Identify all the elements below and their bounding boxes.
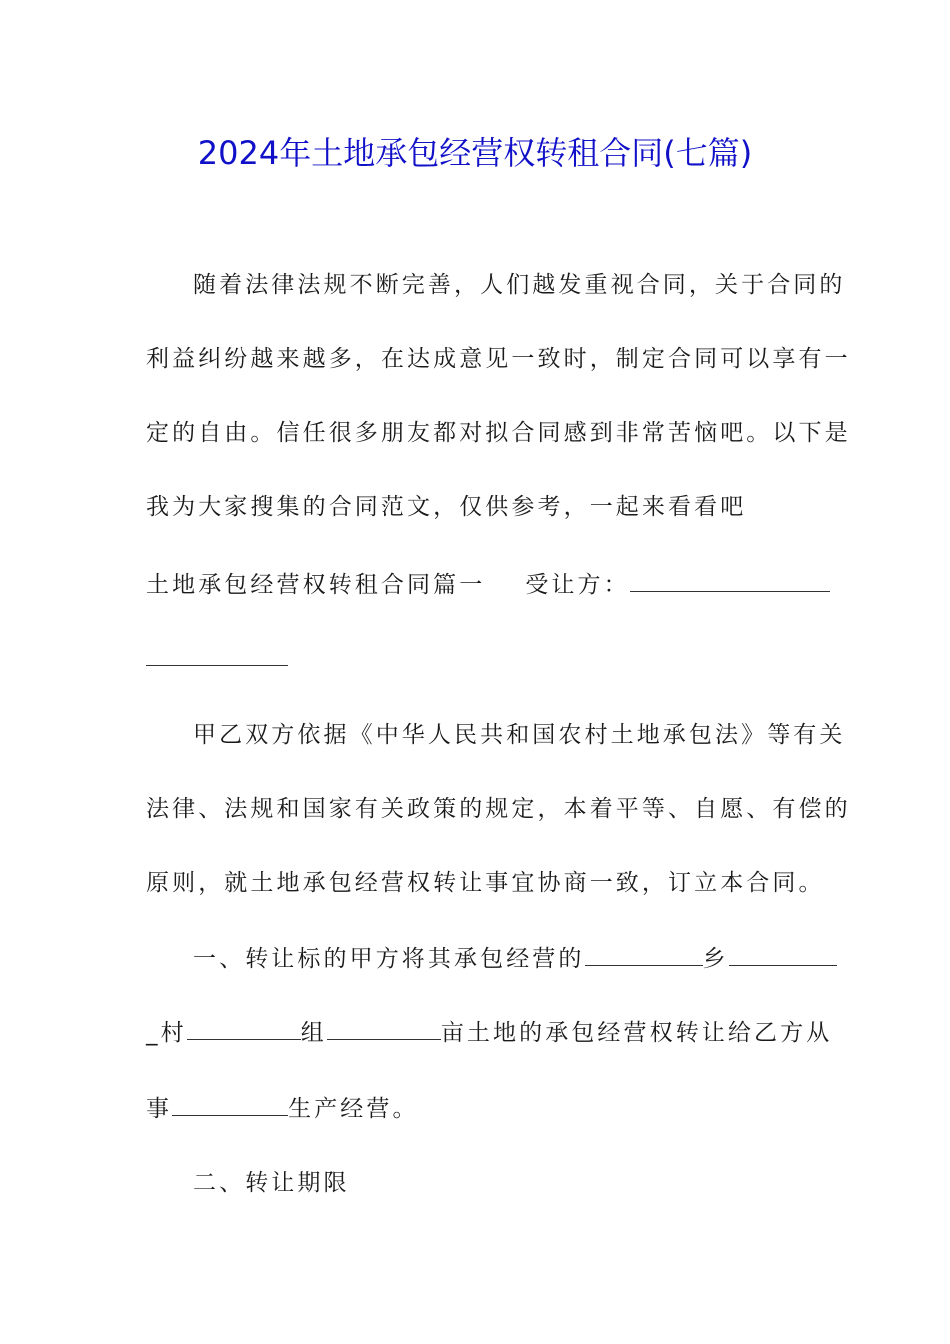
clause1-line-2 — [146, 1018, 833, 1048]
intro-line-3: 定的自由。信任很多朋友都对拟合同感到非常苦恼吧。以下是 — [146, 420, 851, 446]
document-title: 2024年土地承包经营权转租合同(七篇) — [197, 134, 753, 172]
clause1-text-a: 一、转让标的甲方将其承包经营的 — [193, 946, 585, 972]
clause1-engage-label: 事 — [146, 1096, 173, 1122]
clause1-group-label: 组 — [300, 1020, 327, 1046]
village-name-blank[interactable] — [187, 1019, 301, 1040]
township-blank[interactable] — [585, 945, 703, 966]
clause1-village-label: _村 — [146, 1020, 187, 1046]
clause1-text-c: 亩土地的承包经营权转让给乙方从 — [440, 1020, 833, 1046]
para1-line-1: 甲乙双方依据《中华人民共和国农村土地承包法》等有关 — [193, 722, 846, 748]
clause1-text-b: 乡 — [702, 946, 729, 972]
intro-line-1: 随着法律法规不断完善，人们越发重视合同，关于合同的 — [193, 272, 846, 298]
transferee-label: 受让方： — [525, 572, 630, 598]
group-blank[interactable] — [327, 1019, 441, 1040]
transferee-blank-continued-row — [146, 644, 806, 674]
para1-line-3: 原则，就土地承包经营权转让事宜协商一致，订立本合同。 — [146, 870, 825, 896]
clause1-text-end: 生产经营。 — [288, 1096, 419, 1122]
intro-line-2: 利益纠纷越来越多，在达成意见一致时，制定合同可以享有一 — [146, 346, 851, 372]
clause2-heading: 二、转让期限 — [193, 1170, 350, 1196]
article-heading: 土地承包经营权转租合同篇一 — [146, 572, 486, 598]
transferee-blank[interactable] — [630, 571, 830, 592]
intro-line-4: 我为大家搜集的合同范文，仅供参考，一起来看看吧 — [146, 494, 747, 520]
village-blank[interactable] — [729, 945, 837, 966]
clause1-line-1 — [193, 944, 806, 974]
article-heading-row — [146, 570, 806, 600]
clause1-line-3 — [146, 1094, 806, 1124]
para1-line-2: 法律、法规和国家有关政策的规定，本着平等、自愿、有偿的 — [146, 796, 851, 822]
transferee-blank-continued[interactable] — [146, 645, 288, 666]
business-type-blank[interactable] — [172, 1095, 288, 1116]
